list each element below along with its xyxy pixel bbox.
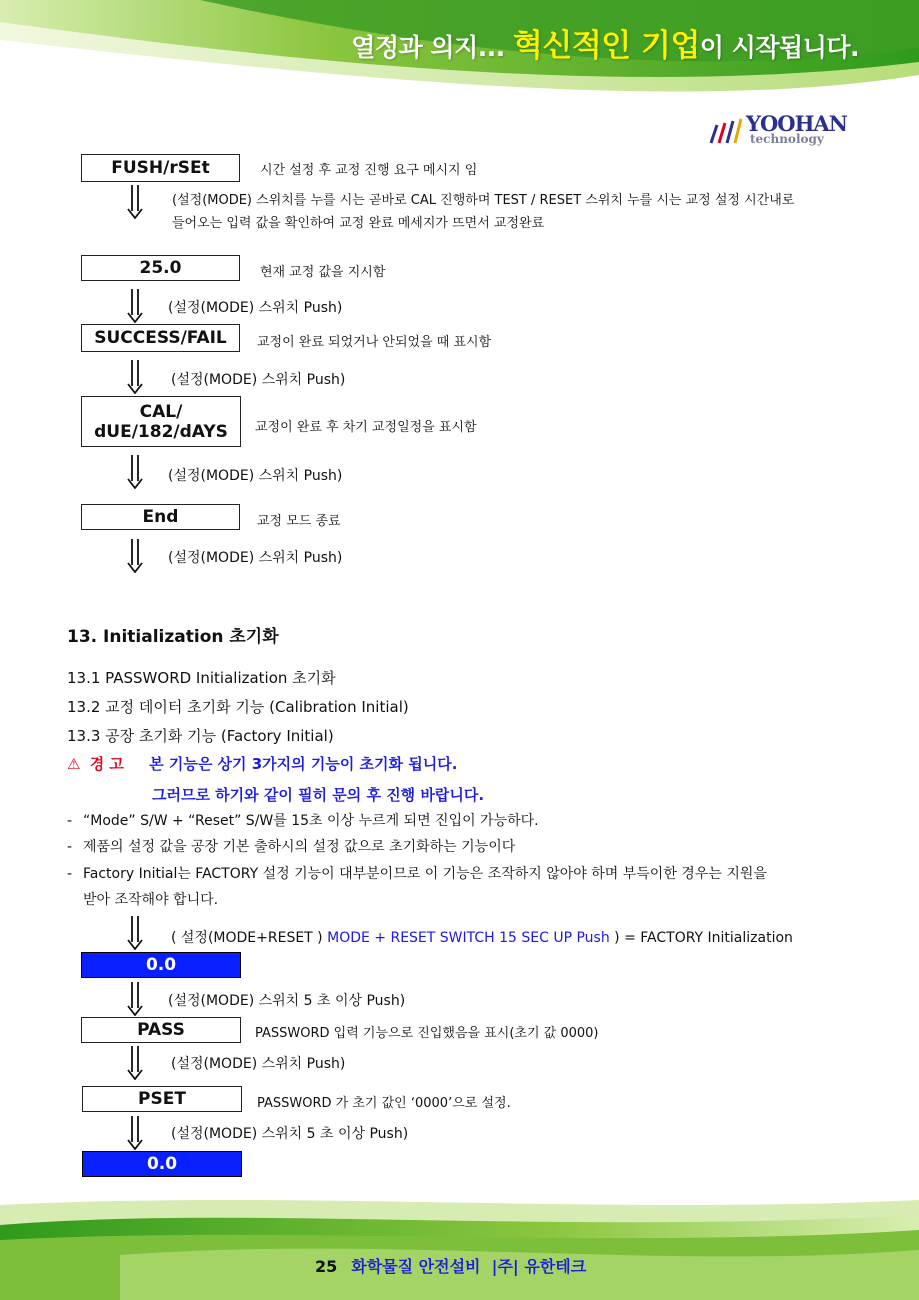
desc-end: 교정 모드 종료 (257, 514, 341, 529)
step-mode-push: (설정(MODE) 스위치 Push) (168, 550, 343, 566)
down-arrow-icon (125, 539, 145, 573)
desc-cal-due: 교정이 완료 후 차기 교정일정을 표시함 (255, 420, 477, 435)
company-logo (708, 113, 848, 149)
note-fush-rset: (설정(MODE) 스위치를 누를 시는 곧바로 CAL 진행하며 TEST / RESET 스위치 누를 시는 교정 설정 시간내로 들어오는 입력 값을 확인하여 교정 완료 메세지가 뜨면서 교정완료 (172, 193, 795, 231)
desc-success-fail: 교정이 완료 되었거나 안되었을 때 표시함 (257, 335, 492, 350)
section-item: 13.3 공장 초기화 기능 (Factory Initial) (67, 727, 334, 745)
down-arrow-icon (125, 1046, 145, 1080)
down-arrow-icon (125, 982, 145, 1016)
page-number: 25 (315, 1257, 338, 1276)
step-mode-push: (설정(MODE) 스위치 Push) (168, 468, 343, 484)
footer-banner (0, 1195, 919, 1300)
logo-stripes-icon (708, 117, 744, 147)
display-success-fail: SUCCESS/FAIL (81, 324, 240, 352)
step-factory-init: ( 설정(MODE+RESET ) MODE + RESET SWITCH 15 SEC UP Push ) = FACTORY Initialization (171, 930, 793, 946)
desc-pset: PASSWORD 가 초기 값인 ‘0000’으로 설정. (257, 1096, 511, 1111)
section-item: 13.1 PASSWORD Initialization 초기화 (67, 669, 336, 687)
step-mode-5sec: (설정(MODE) 스위치 5 초 이상 Push) (168, 993, 406, 1009)
warning-line-2: 그러므로 하기와 같이 필히 문의 후 진행 바랍니다. (152, 786, 485, 804)
down-arrow-icon (125, 916, 145, 950)
footer-company: 화학물질 안전설비 |주| 유한테크 (351, 1257, 587, 1276)
step-mode-push: (설정(MODE) 스위치 Push) (171, 1056, 346, 1072)
footer (315, 1254, 586, 1277)
logo-subtitle: technology (750, 132, 824, 146)
warning-line-1: ⚠ 경 고 본 기능은 상기 3가지의 기능이 초기화 됩니다. (67, 755, 458, 773)
desc-cal-value: 현재 교정 값을 지시함 (260, 265, 386, 280)
display-fush-rset: FUSH/rSEt (81, 154, 240, 182)
desc-fush-rset: 시간 설정 후 교정 진행 요구 메시지 임 (260, 163, 478, 178)
display-end: End (81, 504, 240, 530)
section-item: 13.2 교정 데이터 초기화 기능 (Calibration Initial) (67, 698, 409, 716)
down-arrow-icon (125, 1116, 145, 1150)
step-mode-5sec: (설정(MODE) 스위치 5 초 이상 Push) (171, 1126, 409, 1142)
step-mode-push: (설정(MODE) 스위치 Push) (171, 372, 346, 388)
step-mode-push: (설정(MODE) 스위치 Push) (168, 300, 343, 316)
display-pass: PASS (81, 1017, 241, 1043)
warning-label: 경 고 (89, 755, 124, 773)
display-pset: PSET (82, 1086, 242, 1112)
down-arrow-icon (125, 185, 145, 219)
display-value-blue: 0.0 (82, 1151, 242, 1177)
warning-icon: ⚠ (67, 755, 81, 773)
desc-pass: PASSWORD 입력 기능으로 진입했음을 표시(초기 값 0000) (255, 1026, 599, 1041)
down-arrow-icon (125, 289, 145, 323)
display-value-blue: 0.0 (81, 952, 241, 978)
display-cal-value: 25.0 (81, 255, 240, 281)
section-title: 13. Initialization 초기화 (67, 627, 279, 647)
logo-name: YOOHAN (746, 111, 847, 136)
down-arrow-icon (125, 360, 145, 394)
display-cal-due: CAL/ dUE/182/dAYS (81, 396, 241, 447)
header-title: 열정과 의지... 혁신적인 기업이 시작됩니다. (351, 28, 859, 64)
down-arrow-icon (125, 455, 145, 489)
